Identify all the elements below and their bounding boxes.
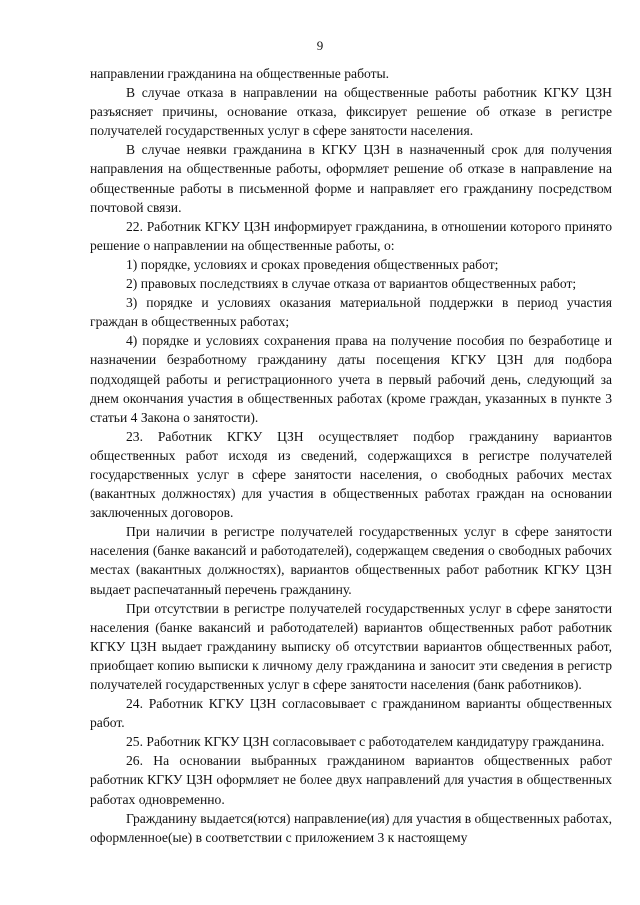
paragraph-referral-issued: Гражданину выдается(ются) направление(ия) для участия в общественных работах, оформленное(ые) в соответствии с приложением 3 к настоящему xyxy=(90,810,613,845)
document-body xyxy=(90,64,612,847)
paragraph-refusal: В случае отказа в направлении на общественные работы работник КГКУ ЦЗН разъясняет причины, основание отказа, фиксирует решение об отказе в регистре получателей государственных услуг в сфере занятости населения. xyxy=(90,85,612,139)
list-item-22-1: 1) порядке, условиях и сроках проведения общественных работ; xyxy=(126,256,499,272)
paragraph-25: 25. Работник КГКУ ЦЗН согласовывает с работодателем кандидатуру гражданина. xyxy=(126,734,605,750)
paragraph-vacancies-absent: При отсутствии в регистре получателей государственных услуг в сфере занятости населения (банке вакансий и работодателей) вариантов общественных работ работник КГКУ ЦЗН выдает гражданину выписку об отсутствии вариантов общественных работ, приобщает копию выписки к личному делу гражданина и заносит эти сведения в регистр получателей государственных услуг в сфере занятости населения (банк работников). xyxy=(90,600,612,692)
page-number: 9 xyxy=(316,38,324,53)
list-item-22-4: 4) порядке и условиях сохранения права на получение пособия по безработице и назначении безработному гражданину даты посещения КГКУ ЦЗН для подбора подходящей работы и регистрационного учета в первый рабочий день, следующий за днем окончания участия в общественных работах (кроме граждан, указанных в пункте 3 статьи 4 Закона о занятости). xyxy=(90,333,612,425)
list-item-22-2: 2) правовых последствиях в случае отказа от вариантов общественных работ; xyxy=(126,276,577,292)
paragraph-22: 22. Работник КГКУ ЦЗН информирует гражданина, в отношении которого принято решение о направлении на общественные работы, о: xyxy=(90,218,612,253)
paragraph-23: 23. Работник КГКУ ЦЗН осуществляет подбор гражданину вариантов общественных работ исходя из сведений, содержащихся в регистре получателей государственных услуг в сфере занятости населения, о свободных рабочих местах (вакантных должностях) для участия в общественных работах граждан на основании заключенных договоров. xyxy=(90,428,612,521)
paragraph-vacancies-present: При наличии в регистре получателей государственных услуг в сфере занятости населения (банке вакансий и работодателей), содержащем сведения о свободных рабочих местах (вакантных должностях), вариантов общественных работ работник КГКУ ЦЗН выдает распечатанный перечень гражданину. xyxy=(90,524,612,597)
list-item-22-3: 3) порядке и условиях оказания материальной поддержки в период участия граждан в общественных работах; xyxy=(90,295,612,330)
paragraph-24: 24. Работник КГКУ ЦЗН согласовывает с гражданином варианты общественных работ. xyxy=(90,696,612,731)
paragraph-no-show: В случае неявки гражданина в КГКУ ЦЗН в назначенный срок для получения направления на общественные работы, оформляет решение об отказе в направление на общественные работы в письменной форме и направляет его гражданину посредством почтовой связи. xyxy=(90,142,612,215)
paragraph-continuation: направлении гражданина на общественные работы. xyxy=(90,66,390,81)
paragraph-26: 26. На основании выбранных гражданином вариантов общественных работ работник КГКУ ЦЗН оформляет не более двух направлений для участия в общественных работах одновременно. xyxy=(90,753,612,807)
